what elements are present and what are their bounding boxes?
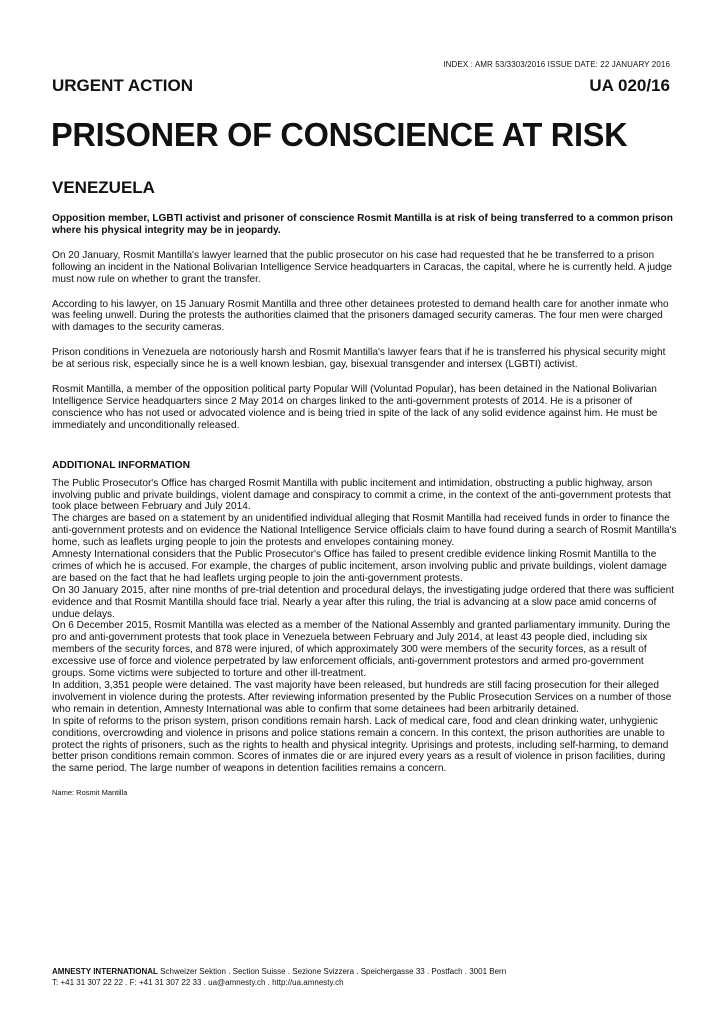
page-title: PRISONER OF CONSCIENCE AT RISK — [51, 116, 628, 153]
index-issue-date: INDEX : AMR 53/3303/2016 ISSUE DATE: 22 JANUARY 2016 — [443, 60, 670, 69]
lead-paragraph: Opposition member, LGBTI activist and prisoner of conscience Rosmit Mantilla is at risk of being transferred to a common prison where his physical integrity may be in jeopardy. — [52, 213, 673, 236]
urgent-action-label: URGENT ACTION — [52, 76, 194, 95]
additional-paragraph: On 6 December 2015, Rosmit Mantilla was elected as a member of the National Assembly and granted parliamentary immunity. During the pro and anti-government protests that took place in Venezuela between February and July 2014, at least 43 people died, including six members of the security forces, and 878 were injured, of which approximately 300 were members of the security forces, as a result of excessive use of force and violence perpetrated by law enforcement officials, anti-government protestors and armed pro-government groups. Some victims were subjected to torture and other ill-treatment. — [52, 620, 671, 680]
additional-paragraph: The Public Prosecutor's Office has charged Rosmit Mantilla with public incitement and intimidation, obstructing a public highway, arson involving public and private buildings, violent damage and conspiracy to commit a crime, in the context of the anti-government protests that took place between February and July 2014. — [52, 477, 671, 513]
body-paragraph: Prison conditions in Venezuela are notoriously harsh and Rosmit Mantilla's lawyer fears that if he is transferred his physical security might be at serious risk, especially since he is a well known lesbian, gay, bisexual transgender and intersex (LGBTI) activist. — [52, 347, 666, 371]
additional-paragraph: In addition, 3,351 people were detained. The vast majority have been released, but hundreds are still facing prosecution for their alleged involvement in violence during the protests. After reviewing information presented by the Public Prosecution Services on a number of those who remain in detention, Amnesty International was able to confirm that some detainees had been arbitrarily detained. — [52, 680, 672, 715]
body-paragraph: According to his lawyer, on 15 January Rosmit Mantilla and three other detainees protested to demand health care for another inmate who was feeling unwell. During the protests the authorities claimed that the prisoners damaged security cameras. The four men were charged with damages to the security cameras. — [52, 298, 669, 334]
footer — [52, 966, 672, 988]
additional-information — [52, 478, 678, 776]
additional-paragraph: The charges are based on a statement by an unidentified individual alleging that Rosmit Mantilla had received funds in order to finance the anti-government protests and on evidence the National Intelligence Service officials claim to have found during a search of Rosmit Mantilla's home, such as leaflets urging people to join the protests and envelopes containing money. — [52, 513, 677, 549]
footer-address: Schweizer Sektion . Section Suisse . Sezione Svizzera . Speichergasse 33 . Postfach . 3001 Bern — [160, 967, 507, 976]
body-paragraph: On 20 January, Rosmit Mantilla's lawyer learned that the public prosecutor on his case had requested that he be transferred to a prison following an incident in the National Bolivarian Intelligence Service headquarters in Caracas, the capital, where he is currently held. A judge must now rule on whether to grant the transfer. — [52, 249, 673, 285]
footer-org: AMNESTY INTERNATIONAL — [52, 967, 158, 976]
additional-paragraph: On 30 January 2015, after nine months of pre-trial detention and procedural delays, the investigating judge ordered that there was sufficient evidence and that Rosmit Mantilla should face trial. Nearly a year after this ruling, the trial is advancing at a slow pace amid concerns of undue delays. — [52, 584, 675, 620]
document-body — [52, 213, 678, 799]
body-paragraph: Rosmit Mantilla, a member of the opposition political party Popular Will (Voluntad Popular), has been detained in the National Bolivarian Intelligence Service headquarters since 2 May 2014 on charges linked to the anti-government protests of 2014. He is a prisoner of conscience who has not used or advocated violence and is being tried in spite of the lack of any solid evidence against him. He must be immediately and unconditionally released. — [52, 384, 658, 431]
name-line: Name: Rosmit Mantilla — [52, 788, 128, 798]
country-heading: VENEZUELA — [52, 178, 155, 197]
footer-address-line — [52, 966, 672, 977]
section-spacer — [52, 445, 678, 460]
additional-information-heading: ADDITIONAL INFORMATION — [52, 459, 191, 471]
footer-contact: T: +41 31 307 22 22 . F: +41 31 307 22 33 . ua@amnesty.ch . http://ua.amnesty.ch — [52, 978, 344, 987]
additional-paragraph: In spite of reforms to the prison system, prison conditions remain harsh. Lack of medical care, food and clean drinking water, unhygienic conditions, overcrowding and violence in prisons and police stations remain a concern. In this context, the prison authorities are unable to protect the rights of prisoners, such as the rights to health and physical integrity. Uprisings and protests, including self-harming, to demand better prison conditions remain common. Scores of inmates die or are injured every years as a result of violence in prison facilities, during the same period. The large number of weapons in detention facilities remains a concern. — [52, 715, 669, 775]
ua-number: UA 020/16 — [589, 76, 670, 95]
urgent-action-header — [52, 76, 670, 96]
additional-paragraph: Amnesty International considers that the Public Prosecutor's Office has failed to present credible evidence linking Rosmit Mantilla to the crimes of which he is accused. For example, the charges of public incitement, arson involving public and private buildings, violent damage are based on the fact that he had leaflets urging people to join the anti-government protests. — [52, 549, 667, 584]
